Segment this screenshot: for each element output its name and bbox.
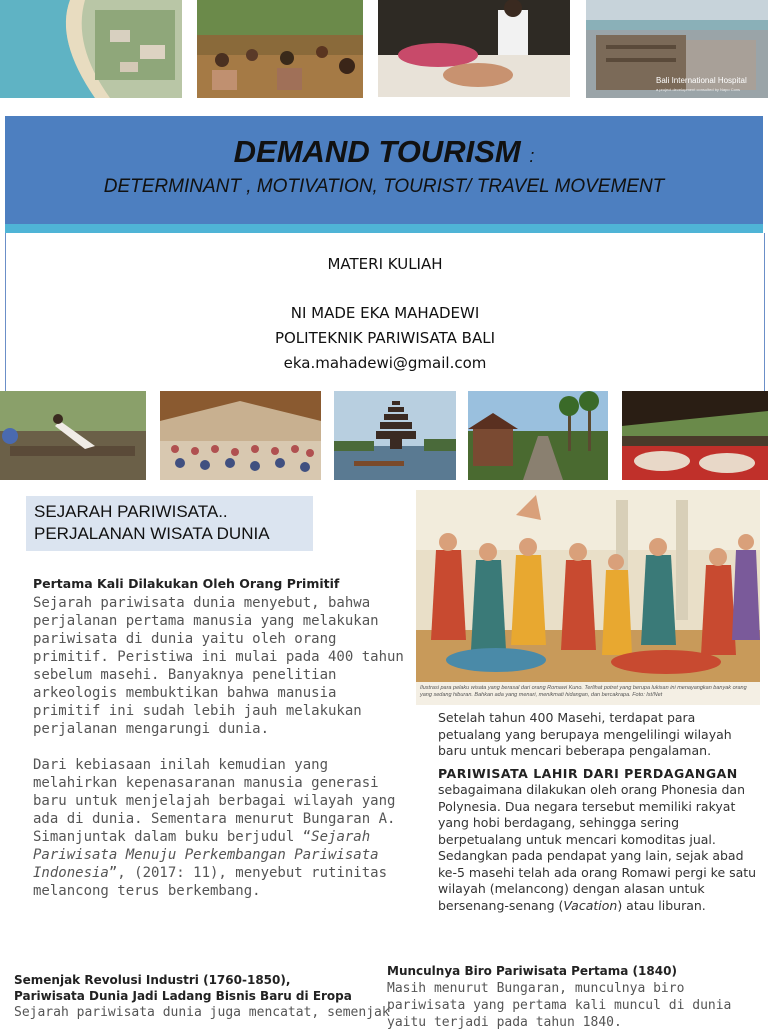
right-paragraph-2-end: ) atau liburan. bbox=[617, 897, 706, 913]
yoga-class-photo bbox=[197, 0, 363, 98]
industrial-revolution-heading: Semenjak Revolusi Industri (1760-1850), Pariwisata Dunia Jadi Ladang Bisnis Baru di Eropa bbox=[14, 973, 352, 1003]
illustration-caption: Ilustrasi para pelaku wisata yang berasal dari orang Romawi Kuno. Terlihat potret yang berupa lukisan ini menayangkan banyak orang yang sedang hiburan. Bahkan ada yang menari, menikmati hidangan, dan bercakrapa. Foto: Ist/Net bbox=[420, 685, 747, 698]
title-banner bbox=[5, 116, 763, 224]
pilates-studio-photo bbox=[0, 391, 146, 480]
course-label: MATERI KULIAH bbox=[327, 255, 443, 273]
title-text: DEMAND TOURISM bbox=[233, 134, 521, 169]
first-travel-agency-heading: Munculnya Biro Pariwisata Pertama (1840) bbox=[387, 964, 677, 978]
resort-interior-photo bbox=[622, 391, 768, 480]
primitive-travel-paragraph bbox=[33, 594, 405, 900]
hospital-caption: Bali International Hospital bbox=[656, 76, 747, 85]
left-paragraph-1: Sejarah pariwisata dunia menyebut, bahwa perjalanan pertama manusia yang melakukan pariwisata di dunia yaitu oleh orang primitif. Peristiwa ini mulai pada 400 tahun sebelum masehi. Banyaknya penelitian arkeologis membuktikan bahwa manusia primitif ini sudah lebih jauh melakukan perjalanan mengarungi dunia. bbox=[33, 595, 404, 737]
industrial-revolution-text: Sejarah pariwisata dunia juga mencatat, semenjak bbox=[14, 1005, 390, 1020]
first-travel-agency-text: Masih menurut Bungaran, munculnya biro pariwisata yang pertama kali muncul di dunia yaitu terjadi pada tahun 1840. bbox=[387, 981, 732, 1030]
institution-name: POLITEKNIK PARIWISATA BALI bbox=[274, 329, 496, 347]
title-suffix: : bbox=[529, 146, 535, 166]
author-name: NI MADE EKA MAHADEWI bbox=[290, 304, 480, 322]
page-title bbox=[5, 134, 763, 170]
left-paragraph-2-start: Dari kebiasaan inilah kemudian yang melahirkan kepenasaranan manusia generasi baru untuk menjelajah berbagai wilayah yang ada di dunia. Sementara menurut Bungaran A. Simanjuntak dalam buku berjudul “ bbox=[33, 757, 396, 845]
page-subtitle: DETERMINANT , MOTIVATION, TOURIST/ TRAVEL MOVEMENT bbox=[103, 176, 665, 197]
right-paragraph-1: Setelah tahun 400 Masehi, terdapat para petualang yang berupaya mengelilingi wilayah baru untuk mencari beberapa pengalaman. bbox=[438, 710, 732, 758]
section-heading-line2: PERJALANAN WISATA DUNIA bbox=[34, 524, 270, 543]
temple-lake-photo bbox=[334, 391, 456, 480]
primitive-travel-heading: Pertama Kali Dilakukan Oleh Orang Primitif bbox=[33, 576, 340, 591]
left-paragraph-2 bbox=[33, 756, 405, 900]
roman-tourists-illustration bbox=[416, 490, 760, 705]
banner-divider bbox=[5, 224, 763, 233]
section-heading bbox=[26, 496, 313, 551]
author-info-box bbox=[5, 233, 765, 391]
left-paragraph-2-end: ”, (2017: 11), menyebut rutinitas melancong terus berkembang. bbox=[33, 865, 388, 899]
right-paragraph-2 bbox=[438, 782, 758, 914]
village-street-photo bbox=[468, 391, 608, 480]
right-paragraph-2-start: sebagaimana dilakukan oleh orang Phonesia dan Polynesia. Dua negara tersebut memiliki rakyat yang hobi berdagang, sehingga sering berpetualang untuk mencari komoditas jual. Sedangkan pada pendapat yang lain, sejak abad ke-5 masehi telah ada orang Romawi pergi ke satu wilayah (melancong) dengan alasan untuk bersenang-senang ( bbox=[438, 782, 757, 913]
yoga-hall-photo bbox=[160, 391, 321, 480]
author-email: eka.mahadewi@gmail.com bbox=[283, 354, 487, 372]
book-title: Sejarah Pariwisata Menuju Perkembangan Pariwisata Indonesia bbox=[33, 829, 379, 881]
vacation-term: Vacation bbox=[563, 897, 618, 913]
section-heading-line1: SEJARAH PARIWISATA.. bbox=[34, 502, 228, 521]
spa-massage-photo bbox=[378, 0, 570, 97]
hospital-render-photo bbox=[586, 0, 768, 98]
right-column bbox=[438, 710, 758, 914]
coastline-aerial-photo bbox=[0, 0, 182, 98]
hospital-subcaption: a project development consulted by Napo Cons bbox=[656, 87, 741, 92]
trade-tourism-heading: PARIWISATA LAHIR DARI PERDAGANGAN bbox=[438, 765, 738, 781]
